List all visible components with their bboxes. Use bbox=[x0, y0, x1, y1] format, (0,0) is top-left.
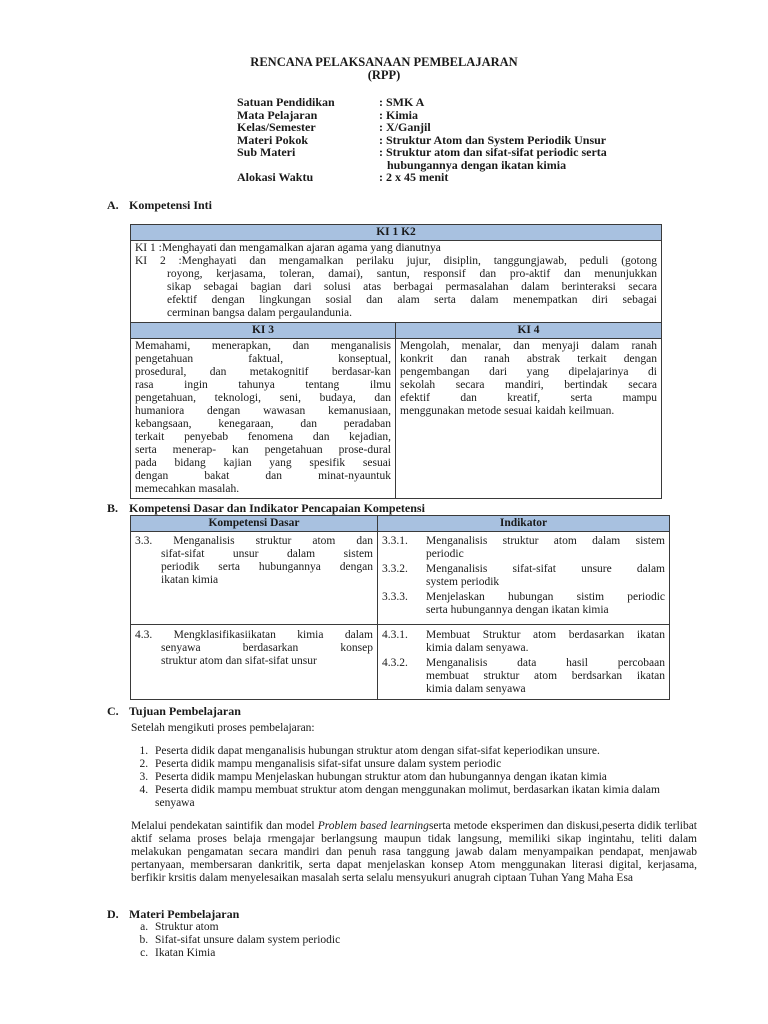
materi-item: b. Sifat-sifat unsure dalam system periodic bbox=[151, 934, 340, 947]
ind1-cell bbox=[378, 532, 670, 625]
indicator-line: serta hubungannya dengan ikatan kimia bbox=[426, 604, 609, 616]
indicator-line: Menganalisis struktur atom dalam sistem bbox=[426, 535, 665, 547]
indicator-number: 4.3.2. bbox=[382, 657, 408, 669]
indicator-number: 3.3.2. bbox=[382, 563, 408, 575]
section-d-heading bbox=[107, 908, 239, 921]
section-d-title: Materi Pembelajaran bbox=[129, 907, 240, 921]
identity-value: : Kimia bbox=[379, 107, 418, 122]
kd1-cell bbox=[131, 532, 378, 625]
identity-row bbox=[237, 146, 607, 159]
ki1-text: KI 1 :Menghayati dan mengamalkan ajaran agama yang dianutnya bbox=[135, 242, 441, 254]
text-line: rasa ingin tahunya tentang ilmu bbox=[135, 379, 391, 391]
ind2-cell bbox=[378, 625, 670, 700]
ki12-cell bbox=[131, 241, 662, 323]
text-line: konkrit dan ranah abstrak terkait dengan bbox=[400, 353, 657, 365]
indikator-header: Indikator bbox=[378, 516, 670, 532]
ki3-header: KI 3 bbox=[131, 323, 396, 339]
indicator-line: Menganalisis sifat-sifat unsure dalam bbox=[426, 563, 665, 575]
text-line: sikap sebagai bagian dari solusi atas berbagai permasalahan dalam berinteraksi secara bbox=[167, 281, 657, 293]
text-line: pengetahuan, teknologi, seni, budaya, dan bbox=[135, 392, 391, 404]
indicator-item bbox=[382, 535, 665, 561]
ki3-cell bbox=[131, 339, 396, 499]
text-line: memecahkan masalah. bbox=[135, 483, 240, 495]
identity-label: Materi Pokok bbox=[237, 132, 308, 147]
objectives-paragraph bbox=[131, 820, 697, 885]
indicator-line: kimia dalam senyawa. bbox=[426, 642, 529, 654]
kompetensi-inti-table bbox=[130, 224, 662, 499]
text-line: periodik serta hubungannya dengan bbox=[161, 561, 373, 573]
text-line: prosedural, dan metakognitif berdasar-kan bbox=[135, 366, 391, 378]
identity-label: Sub Materi bbox=[237, 145, 296, 159]
paragraph-body: serta metode eksperimen dan diskusi,peserta didik terlibat aktif selama proses belaja rmengajar berlangsung maupun tidak langsung, memiliki sikap ingintahu, teliti dalam melakukan pengamatan secara mandiri dan penuh rasa tanggung jawab dalam menyampaikan pendapat, menjawab pertanyaan, membersaran dankritik, serta dapat menjelaskan konsep Atom menggunakan literasi digital, kerjasama, berfikir krsitis dalam menyelesaikan masalah serta selalu mensyukuri anugrah ciptaan Tuhan Yang Maha Esa bbox=[131, 820, 698, 884]
objective-item: 2. Peserta didik mampu menganalisis sifat-sifat unsure dalam system periodic bbox=[151, 758, 691, 771]
objective-item: 4. Peserta didik mampu membuat struktur atom dengan menggunakan molimut, berdasarkan ikatan kimia dalam senyawa bbox=[151, 784, 691, 810]
paragraph-model-name: Problem based learning bbox=[317, 820, 429, 832]
indicator-number: 3.3.3. bbox=[382, 591, 408, 603]
text-line: pada bidang kajian yang spesifik sesuai bbox=[135, 457, 391, 469]
identity-table bbox=[237, 96, 607, 184]
kompetensi-dasar-table bbox=[130, 515, 670, 700]
text-line: sekolah secara mandiri, bertindak secara bbox=[400, 379, 657, 391]
paragraph-lead: Melalui pendekatan saintifik dan model bbox=[131, 820, 318, 832]
section-c-intro: Setelah mengikuti proses pembelajaran: bbox=[131, 722, 315, 734]
text-line: kebangsaan, kenegaraan, dan peradaban bbox=[135, 418, 391, 430]
text-line: cerminan bangsa dalam pergaulandunia. bbox=[167, 307, 352, 319]
identity-value: : Struktur Atom dan System Periodik Unsur bbox=[379, 132, 607, 147]
materi-list bbox=[131, 921, 340, 960]
indicator-line: Membuat Struktur atom berdasarkan ikatan bbox=[426, 629, 665, 641]
ki12-header: KI 1 K2 bbox=[131, 225, 662, 241]
indicator-line: periodic bbox=[426, 548, 464, 560]
text-line: pengembangan dari yang dipelajarinya di bbox=[400, 366, 657, 378]
text-line: ikatan kimia bbox=[161, 574, 219, 586]
indicator-text bbox=[426, 563, 665, 589]
text-line: 3.3. Menganalisis struktur atom dan bbox=[135, 535, 373, 547]
kd2-text bbox=[135, 629, 373, 668]
identity-value: : Struktur atom dan sifat-sifat periodic serta bbox=[379, 145, 607, 159]
text-line: humaniora dengan wawasan kemanusiaan, bbox=[135, 405, 391, 417]
text-line: sifat-sifat unsur dalam sistem bbox=[161, 548, 373, 560]
text-line: struktur atom dan sifat-sifat unsur bbox=[161, 655, 317, 667]
document-title: RENCANA PELAKSANAAN PEMBELAJARAN bbox=[250, 55, 518, 69]
ki4-text bbox=[400, 340, 657, 418]
text-line: serta menerap- kan pengetahuan prose-dural bbox=[135, 444, 391, 456]
indicator-text bbox=[426, 535, 665, 561]
ki2-text bbox=[135, 255, 657, 320]
section-c-letter: C. bbox=[107, 704, 119, 718]
identity-label: Satuan Pendidikan bbox=[237, 95, 335, 109]
identity-value: hubungannya dengan ikatan kimia bbox=[387, 157, 567, 172]
text-line: dengan bakat dan minat-nyauntuk bbox=[135, 470, 391, 482]
kd1-text bbox=[135, 535, 373, 587]
ind2-list bbox=[382, 629, 665, 696]
text-line: Memahami, menerapkan, dan menganalisis bbox=[135, 340, 391, 352]
text-line: senyawa berdasarkan konsep bbox=[161, 642, 373, 654]
indicator-number: 4.3.1. bbox=[382, 629, 408, 641]
identity-row bbox=[237, 96, 607, 109]
identity-label: Alokasi Waktu bbox=[237, 170, 314, 184]
section-c-heading bbox=[107, 705, 241, 718]
text-line: 4.3. Mengklasifikasiikatan kimia dalam bbox=[135, 629, 373, 641]
text-line: efektif dan kreatif, serta mampu bbox=[400, 392, 657, 404]
indicator-item bbox=[382, 629, 665, 655]
section-a-heading bbox=[107, 199, 212, 212]
section-b-heading bbox=[107, 502, 425, 515]
ind1-list bbox=[382, 535, 665, 617]
indicator-text bbox=[426, 591, 665, 617]
materi-item: c. Ikatan Kimia bbox=[151, 947, 340, 960]
section-b-letter: B. bbox=[107, 501, 119, 515]
objective-item: 1. Peserta didik dapat menganalisis hubungan struktur atom dengan sifat-sifat keperiodikan unsure. bbox=[151, 745, 691, 758]
text-line: efektif dengan lingkungan sosial dan alam serta dalam menempatkan diri sebagai bbox=[167, 294, 657, 306]
section-a-title: Kompetensi Inti bbox=[129, 198, 213, 212]
text-line: terkait penyebab fenomena dan kejadian, bbox=[135, 431, 391, 443]
identity-label: Mata Pelajaran bbox=[237, 107, 318, 122]
section-c-title: Tujuan Pembelajaran bbox=[129, 704, 241, 718]
kd2-cell bbox=[131, 625, 378, 700]
identity-row bbox=[237, 121, 607, 134]
indicator-line: membuat struktur atom berdsarkan ikatan bbox=[426, 670, 665, 682]
section-d-letter: D. bbox=[107, 907, 119, 921]
kd-header: Kompetensi Dasar bbox=[131, 516, 378, 532]
indicator-item bbox=[382, 657, 665, 696]
identity-row bbox=[237, 171, 607, 184]
section-a-letter: A. bbox=[107, 198, 119, 212]
indicator-item bbox=[382, 591, 665, 617]
text-line: menggunakan metode sesuai kaidah keilmuan. bbox=[400, 405, 615, 417]
identity-value: : X/Ganjil bbox=[379, 120, 431, 134]
ki4-cell bbox=[396, 339, 662, 499]
text-line: KI 2 :Menghayati dan mengamalkan perilaku jujur, disiplin, tanggungjawab, peduli (gotong bbox=[135, 255, 657, 267]
identity-label: Kelas/Semester bbox=[237, 120, 316, 134]
text-line: royong, kerjasama, toleran, damai), santun, responsif dan pro-aktif dan menunjukkan bbox=[167, 268, 657, 280]
document-subtitle: (RPP) bbox=[367, 68, 401, 82]
section-b-title: Kompetensi Dasar dan Indikator Pencapaian Kompetensi bbox=[129, 501, 425, 515]
objectives-list bbox=[131, 745, 691, 810]
text-line: pengetahuan faktual, konseptual, bbox=[135, 353, 391, 365]
ki4-header: KI 4 bbox=[396, 323, 662, 339]
text-line: Mengolah, menalar, dan menyaji dalam ranah bbox=[400, 340, 657, 352]
indicator-line: Menjelaskan hubungan sistim periodic bbox=[426, 591, 665, 603]
indicator-text bbox=[426, 629, 665, 655]
indicator-text bbox=[426, 657, 665, 696]
ki3-text bbox=[135, 340, 391, 496]
indicator-line: Menganalisis data hasil percobaan bbox=[426, 657, 665, 669]
indicator-line: system periodik bbox=[426, 576, 500, 588]
objective-item: 3. Peserta didik mampu Menjelaskan hubungan struktur atom dan hubungannya dengan ikatan kimia bbox=[151, 771, 691, 784]
identity-value: : 2 x 45 menit bbox=[379, 170, 449, 184]
identity-value: : SMK A bbox=[379, 95, 425, 109]
indicator-item bbox=[382, 563, 665, 589]
indicator-line: kimia dalam senyawa bbox=[426, 683, 526, 695]
indicator-number: 3.3.1. bbox=[382, 535, 408, 547]
materi-item: a. Struktur atom bbox=[151, 921, 340, 934]
